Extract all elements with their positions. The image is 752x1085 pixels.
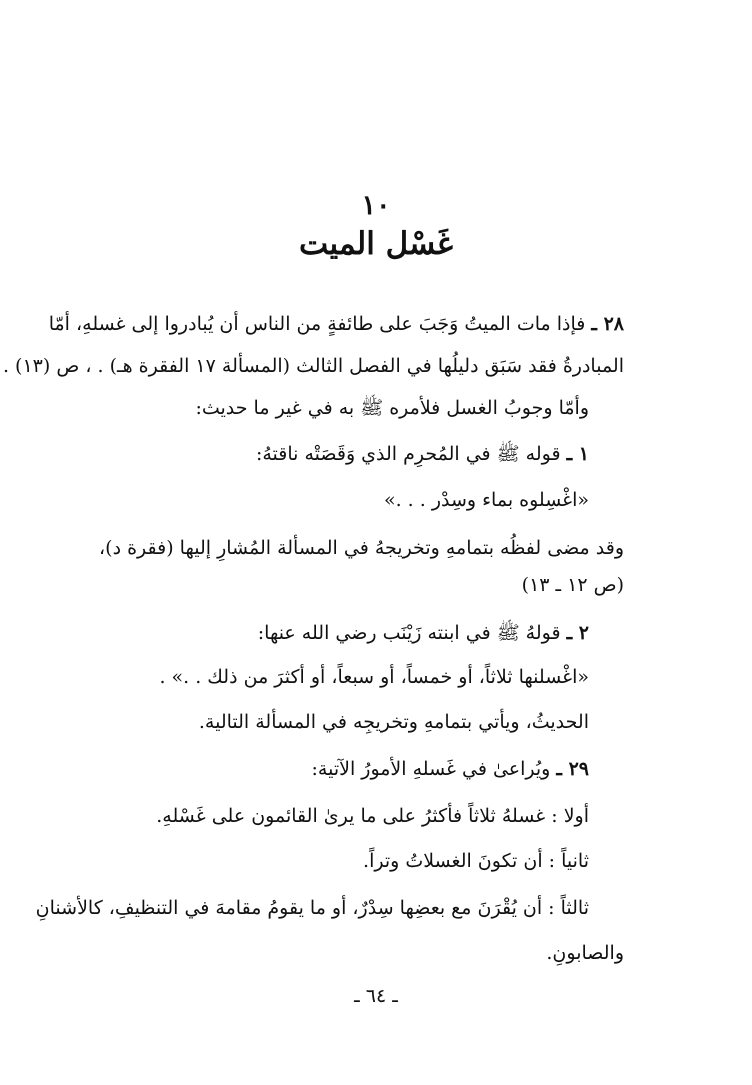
line-text: أولا : غسلهُ ثلاثاً فأكثرُ على ما يرىٰ القائمون على غَسْلهِ. — [156, 805, 589, 827]
paragraph-line-4 — [256, 441, 589, 467]
hadith-quote-2 — [159, 664, 589, 690]
paragraph-line-7 — [522, 572, 624, 598]
section-number: ٢٩ ـ — [556, 758, 589, 780]
paragraph-line-14 — [35, 895, 589, 921]
paragraph-line-11 — [312, 756, 590, 782]
paragraph-line-2 — [2, 353, 624, 379]
line-text: فإذا مات الميتُ وَجَبَ على طائفةٍ من الناس أن يُبادروا إلى غسلهِ، أمّا — [48, 313, 592, 335]
hadith-quote-1 — [384, 487, 589, 513]
page-number: ـ ٦٤ ـ — [354, 985, 398, 1007]
line-text: وأمّا وجوبُ الغسل فلأمره ﷺ به في غير ما حديث: — [195, 397, 589, 419]
paragraph-line-15 — [546, 940, 624, 966]
line-text: الحديثُ، ويأتي بتمامهِ وتخريجِه في المسألة التالية. — [198, 711, 589, 733]
line-text: وقد مضى لفظُه بتمامهِ وتخريجهُ في المسألة المُشارِ إليها (فقرة د)، — [99, 537, 624, 559]
chapter-number: ١٠ — [361, 190, 391, 221]
line-text: قولهُ ﷺ في ابنته زَيْنَب رضي الله عنها: — [257, 622, 567, 644]
item-number: ١ ـ — [566, 443, 589, 465]
item-number: ٢ ـ — [566, 622, 589, 644]
paragraph-line-8 — [258, 620, 589, 646]
line-text: ثالثاً : أن يُقْرَنَ مع بعضِها سِدْرٌ، أو ما يقومُ مقامهَ في التنظيفِ، كالأشنانِ — [35, 897, 589, 919]
paragraph-line-13 — [363, 848, 589, 874]
paragraph-line-10 — [199, 709, 589, 735]
line-text: والصابونِ. — [546, 942, 624, 964]
line-text: ويُراعىٰ في غَسلهِ الأمورُ الآتية: — [311, 758, 557, 780]
line-text: «اغْسلنها ثلاثاً، أو خمساً، أو سبعاً، أو أكثرَ من ذلك . .» . — [159, 666, 589, 688]
line-text: قوله ﷺ في المُحرِم الذي وَقَصَتْه ناقتهُ: — [255, 443, 567, 465]
chapter-title: غَسْل الميت — [299, 226, 453, 262]
paragraph-line-1 — [48, 311, 624, 337]
line-text: «اغْسِلوه بماء وسِدْر . . .» — [383, 489, 589, 511]
paragraph-line-12 — [156, 803, 589, 829]
line-text: المبادرةُ فقد سَبَق دليلُها في الفصل الثالث (المسألة ١٧ الفقرة هـ) . ، ص (١٣) . — [2, 355, 624, 377]
section-number: ٢٨ ـ — [591, 313, 624, 335]
line-text: (ص ١٢ ـ ١٣) — [521, 574, 624, 596]
paragraph-line-6 — [99, 535, 624, 561]
line-text: ثانياً : أن تكونَ الغسلاتُ وتراً. — [363, 850, 589, 872]
paragraph-line-3 — [195, 395, 589, 421]
